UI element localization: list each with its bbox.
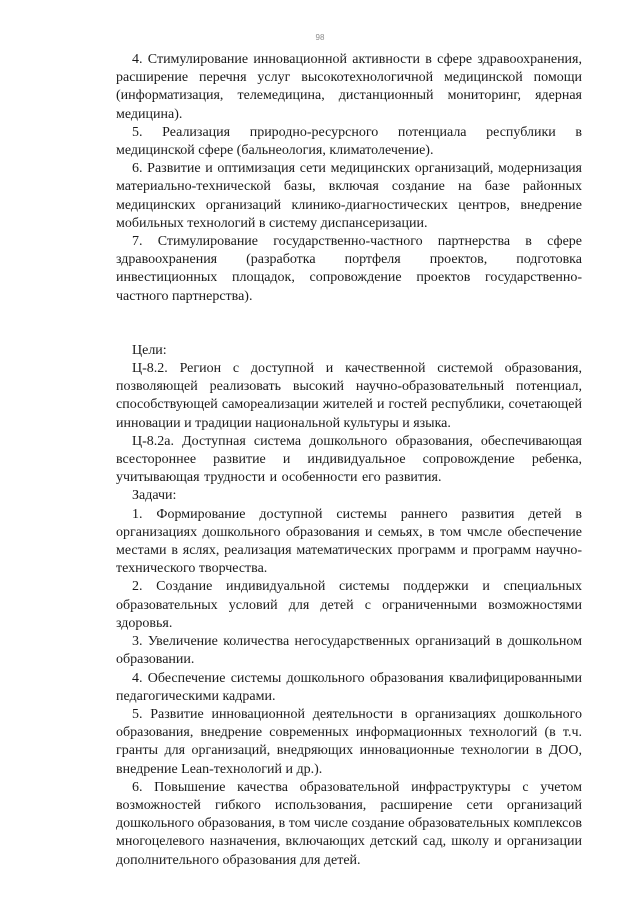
task-item-4: 4. Обеспечение системы дошкольного образования квалифицированными педагогическими кадрами. [116, 670, 582, 704]
task-item-1: 1. Формирование доступной системы раннего развития детей в организациях дошкольного образования и семьях, в том чмсле обеспечение местами в яслях, реализация математических программ и программ научно-технического творчества. [116, 506, 582, 577]
task-item-3: 3. Увеличение количества негосударственных организаций в дошкольном образовании. [116, 634, 582, 668]
goals-heading: Цели: [132, 342, 167, 358]
goal-8-2a: Ц-8.2а. Доступная система дошкольного образования, обеспечивающая всестороннее развитие и индивидуальное сопровождение ребенка, учитывающая трудности и особенности его развития. [116, 433, 582, 486]
section-spacer [116, 306, 582, 342]
task-item-5: 5. Развитие инновационной деятельности в организациях дошкольного образования, внедрение современных информационных технологий (в т.ч. гранты для организаций, внедряющих инновационные технологии в ДОО, внедрение Lean-технологий и др.). [116, 706, 582, 777]
page-body [116, 51, 582, 870]
task-item-2: 2. Создание индивидуальной системы поддержки и специальных образовательных условий для детей с ограниченными возможностями здоровья. [116, 579, 582, 631]
task-item-6: 6. Повышение качества образовательной инфраструктуры с учетом возможностей гибкого использования, расширение сети организаций дошкольного образования, в том числе создание образовательных комплексов многоцелевого назначения, включающих детский сад, школу и организации дополнительного образования для детей. [116, 779, 582, 868]
tasks-heading: Задачи: [132, 488, 177, 504]
list-item-4: 4. Стимулирование инновационной активности в сфере здравоохранения, расширение перечня услуг высокотехнологичной медицинской помощи (информатизация, телемедицина, дистанционный мониторинг, ядерная медицина). [116, 52, 582, 122]
list-item-7: 7. Стимулирование государственно-частного партнерства в сфере здравоохранения (разработка портфеля проектов, подготовка инвестиционных площадок, сопровождение проектов государственно-частного партнерства). [116, 234, 582, 304]
page-number: 98 [315, 33, 325, 42]
goal-8-2: Ц-8.2. Регион с доступной и качественной системой образования, позволяющей реализовать высокий научно-образовательный потенциал, способствующей самореализации жителей и гостей республики, сочетающей инновации и традиции национальной культуры и языка. [116, 361, 582, 431]
list-item-6: 6. Развитие и оптимизация сети медицинских организаций, модернизация материально-технической базы, включая создание на базе районных медицинских организаций клинико-диагностических центров, внедрение мобильных технологий в систему диспансеризации. [116, 161, 582, 231]
list-item-5: 5. Реализация природно-ресурсного потенциала республики в медицинской сфере (бальнеология, климатолечение). [116, 124, 582, 159]
